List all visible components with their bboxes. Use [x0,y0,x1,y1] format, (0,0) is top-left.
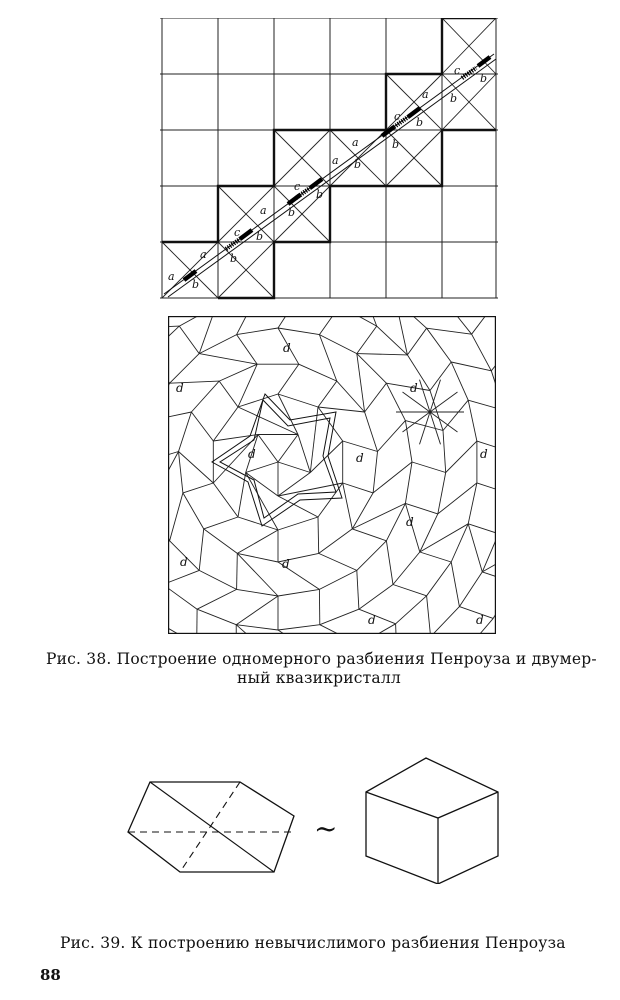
figure-38-caption [46,650,606,688]
grid-label-b: b [316,188,324,201]
grid-label-a: a [168,270,175,283]
figure-39-diagram [120,752,520,884]
figure-39-caption: Рис. 39. К построению невычислимого разбиения Пенроуза [60,934,566,952]
grid-label-b: b [354,158,362,171]
grid-label-c: c [234,226,241,239]
page-number: 88 [40,966,61,984]
tiling-label-d: d [480,447,488,461]
grid-label-b: b [416,116,424,129]
figure-38-caption-line2: ный квазикристалл [237,669,401,687]
figure-38-grid-diagram [160,18,498,300]
grid-label-a: a [332,154,339,167]
tiling-label-d: d [410,381,418,395]
grid-label-b: b [450,92,458,105]
grid-label-b: b [256,230,264,243]
grid-label-a: a [352,136,359,149]
grid-label-b: b [392,138,400,151]
grid-label-c: c [294,180,301,193]
tiling-label-d: d [283,341,291,355]
grid-label-c: c [454,64,461,77]
grid-label-c: c [394,110,401,123]
figure-38-caption-line1: Рис. 38. Построение одномерного разбиения Пенроуза и двумер- [46,650,597,668]
grid-label-b: b [230,252,238,265]
decorated-rhombus [128,782,294,872]
tiling-label-d: d [356,451,364,465]
grid-label-a: a [200,248,207,261]
tiling-label-d: d [368,613,376,627]
tiling-label-d: d [406,515,414,529]
tiling-label-d: d [180,555,188,569]
tiling-label-d: d [282,557,290,571]
tiling-label-d: d [176,381,184,395]
equivalence-tilde: ~ [314,812,338,845]
grid-label-a: a [260,204,267,217]
tiling-label-d: d [248,447,256,461]
figure-38-penrose-tiling [168,316,496,634]
grid-label-b: b [480,72,488,85]
grid-label-a: a [422,88,429,101]
grid-label-b: b [192,278,200,291]
cube-drawing [366,758,498,884]
tiling-label-d: d [476,613,484,627]
grid-label-b: b [288,206,296,219]
